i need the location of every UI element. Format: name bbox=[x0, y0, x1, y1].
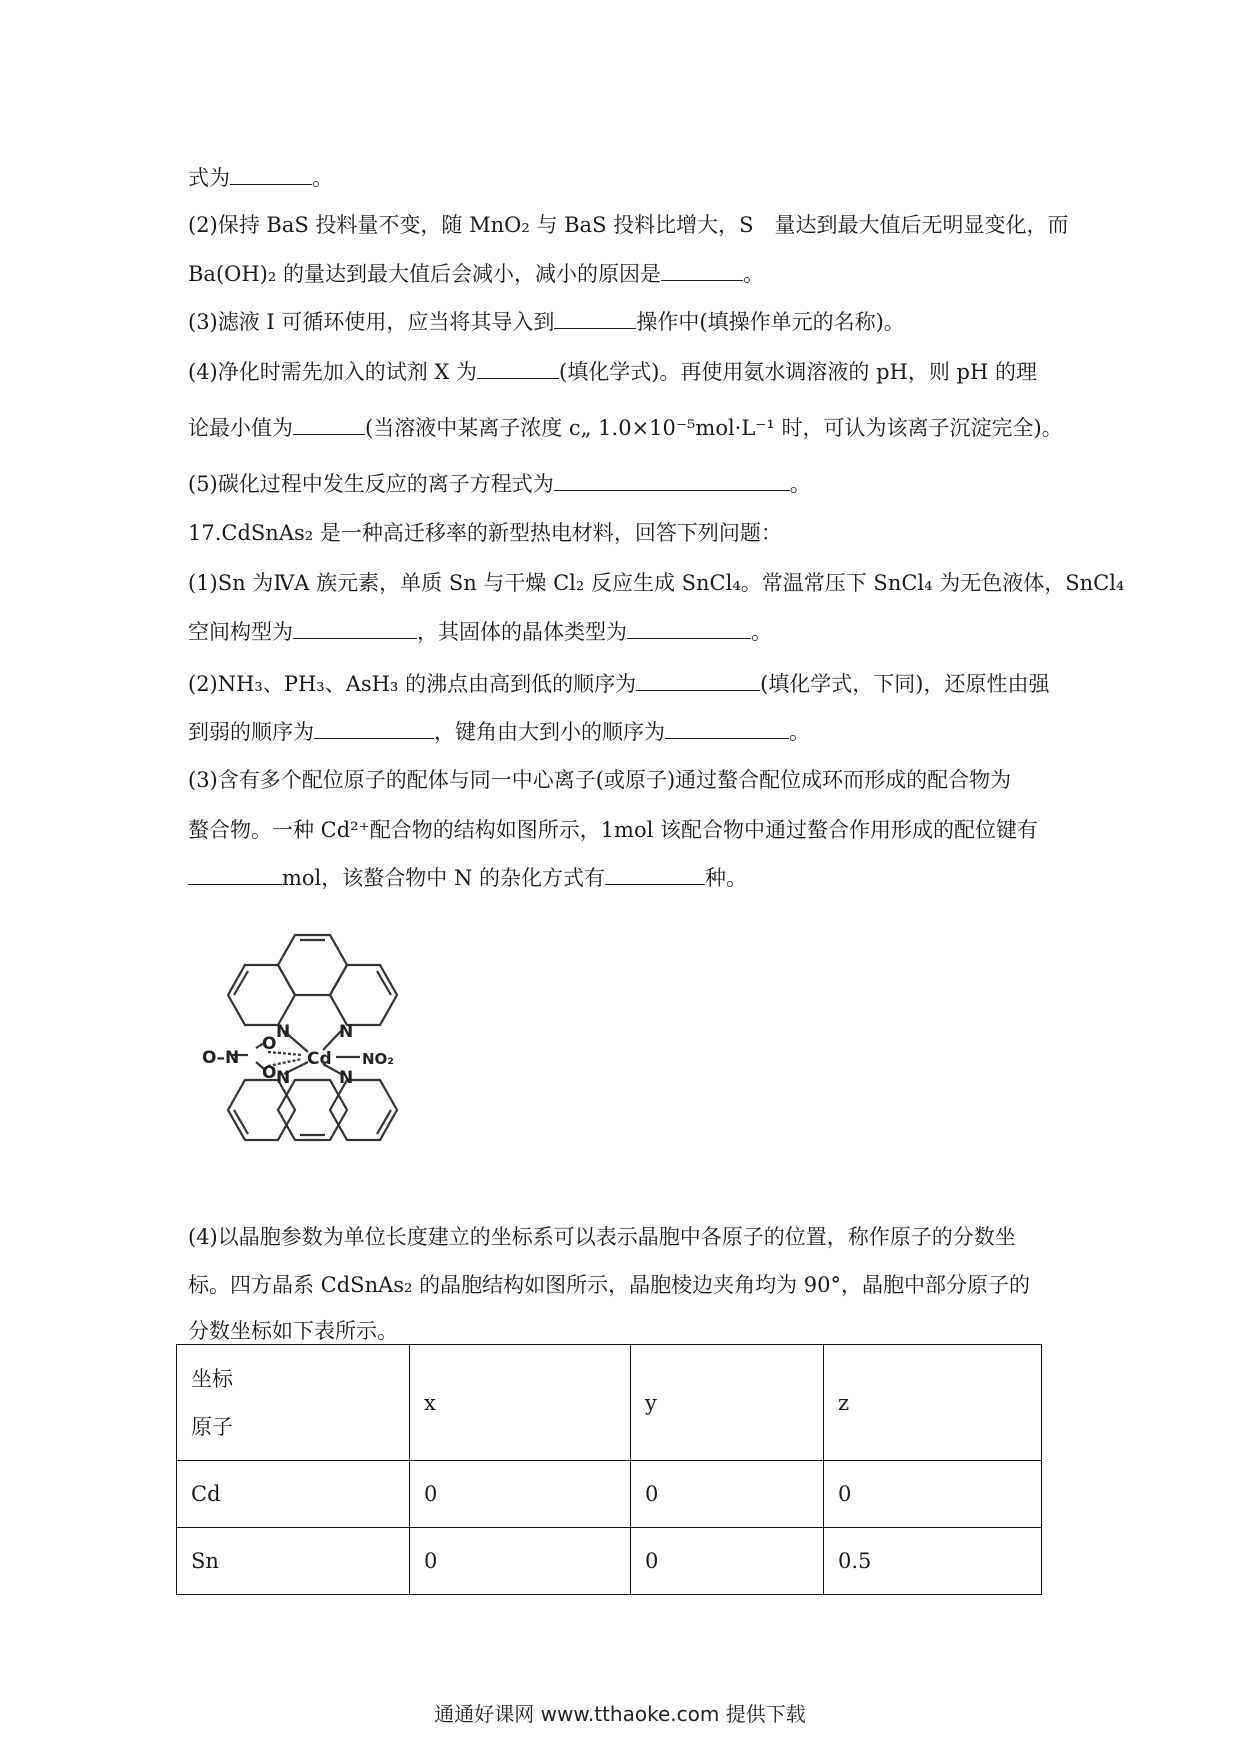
corner-header-cell: 坐标 原子 bbox=[177, 1345, 410, 1461]
nitrogen-label: N bbox=[276, 1022, 291, 1042]
answer-blank[interactable] bbox=[293, 412, 365, 435]
x-cell: 0 bbox=[410, 1461, 631, 1528]
cadmium-label: Cd bbox=[307, 1049, 332, 1069]
text-line: mol，该螯合物中 N 的杂化方式有 种。 bbox=[188, 862, 747, 893]
answer-blank[interactable] bbox=[293, 616, 417, 639]
text-line: (3)含有多个配位原子的配体与同一中心离子(或原子)通过螯合配位成环而形成的配合物为 bbox=[188, 768, 1012, 792]
x-cell: 0 bbox=[410, 1528, 631, 1595]
page-footer: 通通好课网 www.tthaoke.com 提供下载 bbox=[434, 1702, 806, 1726]
answer-blank[interactable] bbox=[661, 258, 743, 281]
nitrite-on-label: O–N bbox=[202, 1048, 240, 1068]
text-line: 标。四方晶系 CdSnAs₂ 的晶胞结构如图所示，晶胞棱边夹角均为 90°，晶胞中部分原子的 bbox=[188, 1273, 1031, 1297]
nitrogen-label: N bbox=[339, 1068, 354, 1088]
answer-blank[interactable] bbox=[477, 356, 559, 379]
text-line: 式为 。 bbox=[188, 162, 333, 193]
z-cell: 0.5 bbox=[824, 1528, 1042, 1595]
answer-blank[interactable] bbox=[554, 306, 636, 329]
text-line: 分数坐标如下表所示。 bbox=[188, 1319, 398, 1343]
oxygen-label: O bbox=[262, 1063, 277, 1083]
oxygen-label: O bbox=[262, 1034, 277, 1054]
answer-blank[interactable] bbox=[636, 668, 760, 691]
text-line: (2)保持 BaS 投料量不变，随 MnO₂ 与 BaS 投料比增大，S 量达到最大值后无明显变化，而 bbox=[188, 213, 1069, 237]
phenanthroline-complex-diagram bbox=[190, 905, 462, 1190]
question-title: 17.CdSnAs₂ 是一种高迁移率的新型热电材料，回答下列问题： bbox=[188, 521, 782, 545]
text-line: (4)以晶胞参数为单位长度建立的坐标系可以表示晶胞中各原子的位置，称作原子的分数坐 bbox=[188, 1225, 1016, 1249]
answer-blank[interactable] bbox=[605, 862, 705, 885]
text-line: (4)净化时需先加入的试剂 X 为 (填化学式)。再使用氨水调溶液的 pH，则 pH 的理 bbox=[188, 356, 1037, 387]
table-row bbox=[177, 1528, 1042, 1595]
y-cell: 0 bbox=[631, 1461, 824, 1528]
table-header-row bbox=[177, 1345, 1042, 1461]
table-row bbox=[177, 1461, 1042, 1528]
atom-cell: Cd bbox=[177, 1461, 410, 1528]
column-header-y: y bbox=[631, 1345, 824, 1461]
nitro-group-label: NO₂ bbox=[362, 1050, 394, 1068]
answer-blank[interactable] bbox=[230, 162, 312, 185]
text-line: (2)NH₃、PH₃、AsH₃ 的沸点由高到低的顺序为 (填化学式，下同)，还原性由强 bbox=[188, 668, 1049, 699]
y-cell: 0 bbox=[631, 1528, 824, 1595]
text-line: Ba(OH)₂ 的量达到最大值后会减小，减小的原因是 。 bbox=[188, 258, 764, 289]
z-cell: 0 bbox=[824, 1461, 1042, 1528]
text-line: 到弱的顺序为 ，键角由大到小的顺序为 。 bbox=[188, 716, 810, 747]
answer-blank[interactable] bbox=[665, 716, 789, 739]
answer-blank[interactable] bbox=[554, 468, 790, 491]
nitrogen-label: N bbox=[276, 1068, 291, 1088]
column-header-z: z bbox=[824, 1345, 1042, 1461]
text-line: 论最小值为 (当溶液中某离子浓度 c„ 1.0×10⁻⁵mol·L⁻¹ 时，可认为该离子沉淀完全)。 bbox=[188, 412, 1063, 443]
chelate-structure-figure bbox=[190, 905, 462, 1190]
text-line: (3)滤液 I 可循环使用，应当将其导入到 操作中(填操作单元的名称)。 bbox=[188, 306, 905, 337]
atom-cell: Sn bbox=[177, 1528, 410, 1595]
nitrogen-label: N bbox=[339, 1022, 354, 1042]
text-line: 螯合物。一种 Cd²⁺配合物的结构如图所示，1mol 该配合物中通过螯合作用形成的配位键有 bbox=[188, 818, 1038, 842]
text-line: (5)碳化过程中发生反应的离子方程式为 。 bbox=[188, 468, 811, 499]
fractional-coordinate-table bbox=[176, 1344, 1042, 1595]
answer-blank[interactable] bbox=[314, 716, 434, 739]
column-header-x: x bbox=[410, 1345, 631, 1461]
text-line: 空间构型为 ，其固体的晶体类型为 。 bbox=[188, 616, 772, 647]
answer-blank[interactable] bbox=[188, 862, 282, 885]
answer-blank[interactable] bbox=[627, 616, 751, 639]
text-line: (1)Sn 为ⅣA 族元素，单质 Sn 与干燥 Cl₂ 反应生成 SnCl₄。常温常压下 SnCl₄ 为无色液体，SnCl₄ bbox=[188, 571, 1125, 595]
